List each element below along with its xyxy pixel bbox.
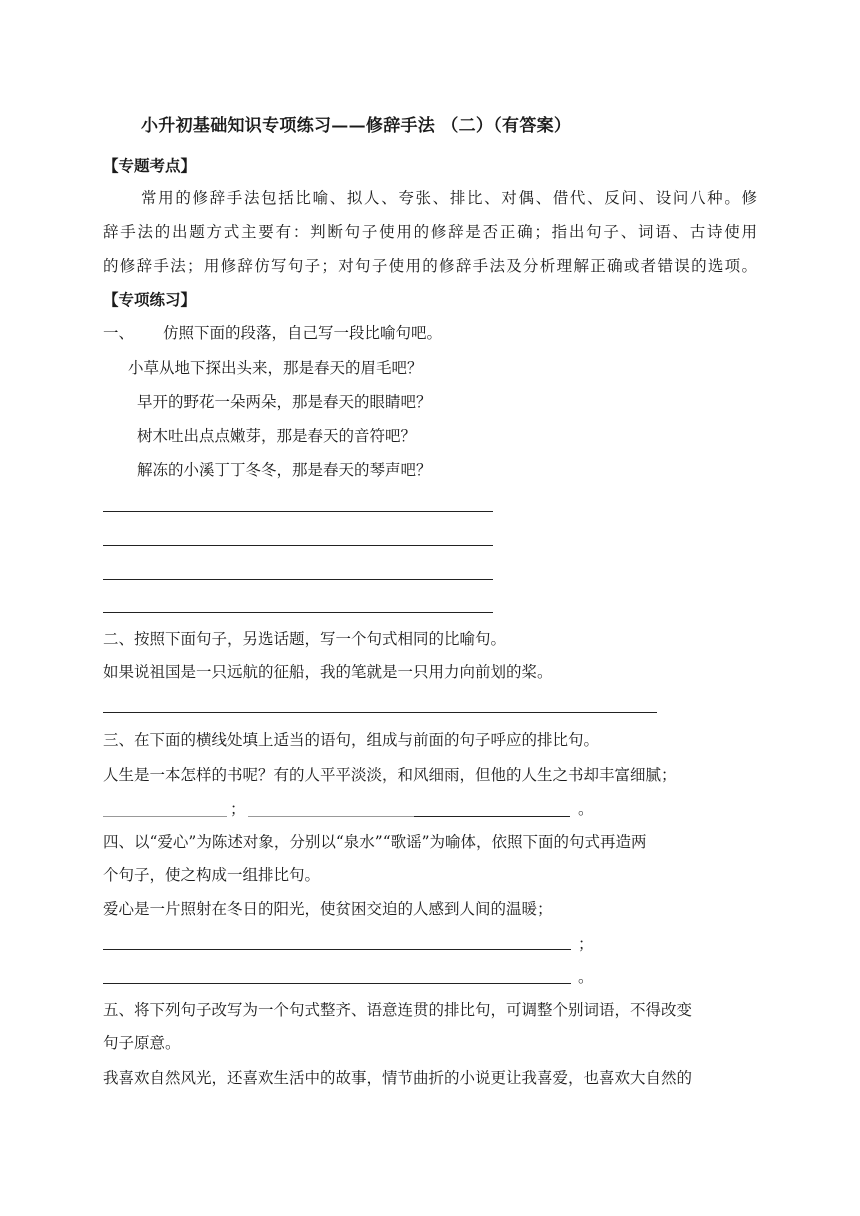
section-heading-kaodian: 【专题考点】 (103, 156, 197, 175)
page-title: 小升初基础知识专项练习——修辞手法 （二）（有答案） (141, 116, 572, 136)
q1-number: 一、 (103, 324, 135, 342)
q5-example: 我喜欢自然风光，还喜欢生活中的故事，情节曲折的小说更让我喜爱，也喜欢大自然的 (103, 1069, 693, 1087)
q3-example: 人生是一本怎样的书呢？有的人平平淡淡，和风细雨，但他的人生之书却丰富细腻； (103, 766, 677, 784)
q4-end-2: 。 (578, 968, 594, 986)
q2-prompt: 二、按照下面句子，另选话题，写一个句式相同的比喻句。 (103, 630, 507, 648)
q1-poem-line-2: 早开的野花一朵两朵，那是春天的眼睛吧？ (137, 393, 432, 411)
q3-blank-1[interactable] (103, 816, 227, 817)
q4-answer-line-1[interactable] (103, 949, 571, 950)
q4-end-1: ； (578, 935, 594, 953)
kaodian-line-3: 的修辞手法；用修辞仿写句子；对句子使用的修辞手法及分析理解正确或者错误的选项。 (103, 257, 757, 275)
q5-prompt-line-1: 五、将下列句子改写为一个句式整齐、语意连贯的排比句，可调整个别词语，不得改变 (103, 1001, 693, 1019)
q3-separator: ； (230, 800, 246, 818)
q1-prompt: 仿照下面的段落，自己写一段比喻句吧。 (163, 324, 443, 342)
kaodian-line-1: 常用的修辞手法包括比喻、拟人、夸张、排比、对偶、借代、反问、设问八种。修 (141, 189, 757, 207)
q1-poem-line-4: 解冻的小溪丁丁冬冬，那是春天的琴声吧？ (137, 461, 432, 479)
q1-poem-line-3: 树木吐出点点嫩芽，那是春天的音符吧？ (137, 427, 417, 445)
q1-answer-line-2[interactable] (103, 545, 493, 546)
q1-answer-line-3[interactable] (103, 579, 493, 580)
q4-prompt-line-1: 四、以“爱心”为陈述对象，分别以“泉水”“歌谣”为喻体，依照下面的句式再造两 (103, 833, 647, 851)
q5-prompt-line-2: 句子原意。 (103, 1034, 181, 1052)
q3-blank-3[interactable] (414, 816, 570, 817)
q4-answer-line-2[interactable] (103, 983, 571, 984)
q1-poem-line-1: 小草从地下探出头来，那是春天的眉毛吧？ (128, 359, 423, 377)
q4-prompt-line-2: 个句子，使之构成一组排比句。 (103, 866, 321, 884)
q4-example: 爱心是一片照射在冬日的阳光，使贫困交迫的人感到人间的温暖； (103, 900, 553, 918)
q1-answer-line-1[interactable] (103, 511, 493, 512)
kaodian-line-2: 辞手法的出题方式主要有：判断句子使用的修辞是否正确；指出句子、词语、古诗使用 (103, 223, 757, 241)
q2-example: 如果说祖国是一只远航的征船，我的笔就是一只用力向前划的桨。 (103, 663, 553, 681)
q3-end: 。 (578, 800, 594, 818)
q2-answer-line[interactable] (103, 712, 657, 713)
q3-blank-2[interactable] (248, 816, 414, 817)
q1-answer-line-4[interactable] (103, 612, 493, 613)
q3-prompt: 三、在下面的横线处填上适当的语句，组成与前面的句子呼应的排比句。 (103, 731, 600, 749)
section-heading-lianxi: 【专项练习】 (103, 290, 197, 309)
